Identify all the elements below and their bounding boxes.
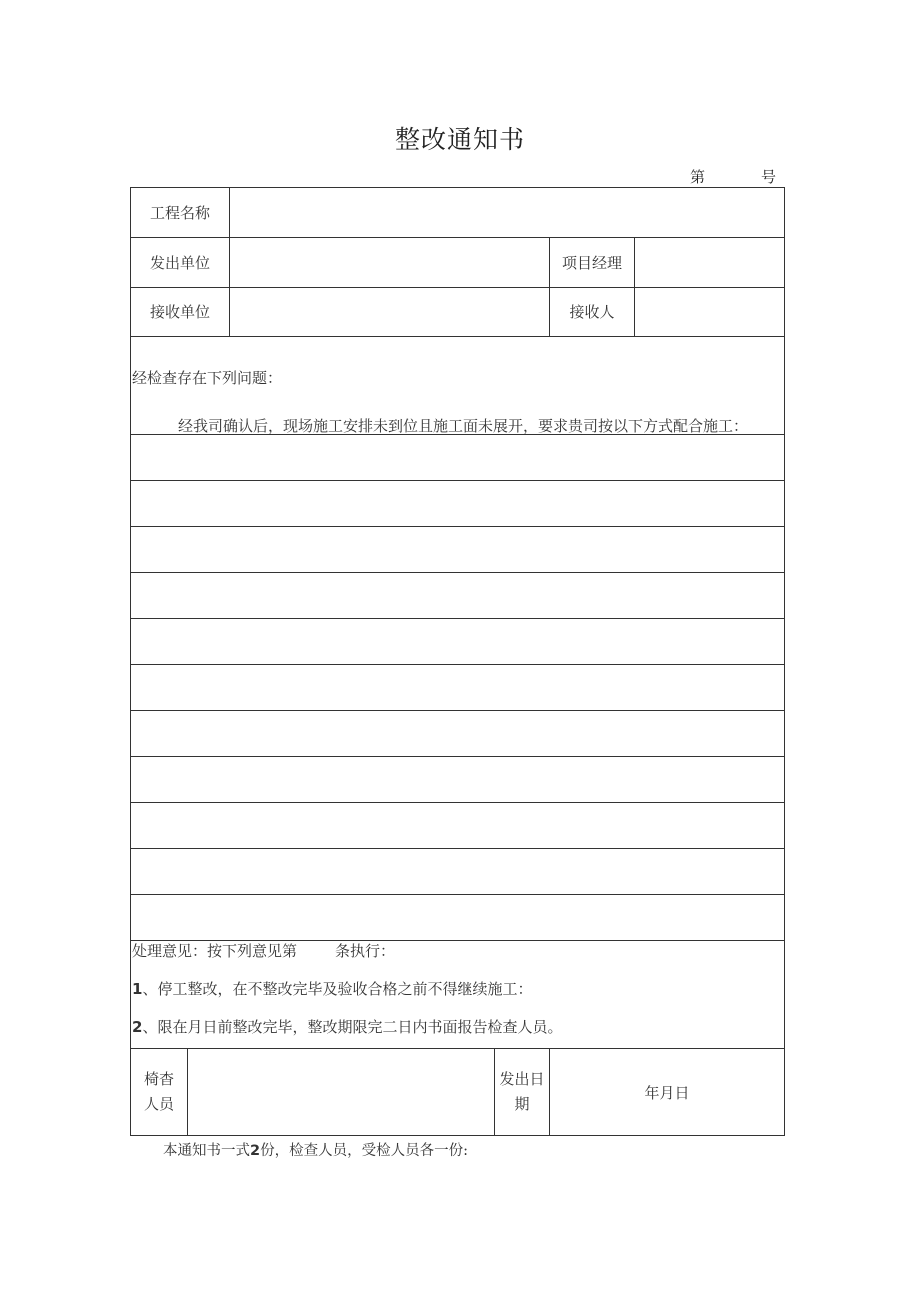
handling-item-2: 2、限在月日前整改完毕，整改期限完二日内书面报告检查人员。 [132, 1018, 563, 1036]
ruled-line [131, 526, 784, 527]
ruled-line [131, 618, 784, 619]
ruled-line [131, 664, 784, 665]
footer-note: 本通知书一式2份，检查人员，受检人员各一份: [163, 1143, 468, 1159]
receiver-field[interactable] [635, 287, 784, 336]
label-receiving-unit: 接收单位 [149, 303, 210, 321]
ruled-line [131, 572, 784, 573]
ruled-line [131, 480, 784, 481]
issuing-unit-field[interactable] [230, 237, 549, 287]
ruled-line [131, 756, 784, 757]
ruled-line [131, 848, 784, 849]
ruled-line [131, 940, 784, 941]
divider [131, 434, 784, 435]
handling-item-1: 1、停工整改，在不整改完毕及验收合格之前不得继续施工： [132, 980, 533, 998]
handling-heading: 处理意见：按下列意见第 条执行： [132, 942, 396, 960]
receiving-unit-field[interactable] [230, 287, 549, 336]
label-issuing-unit: 发出单位 [149, 253, 210, 272]
inspector-field[interactable] [188, 1049, 494, 1135]
doc-number-suffix: 号 [761, 168, 777, 186]
issues-heading: 经检查存在下列问题： [132, 369, 283, 387]
issues-statement: 经我司确认后，现场施工安排未到位且施工面未展开，要求贵司按以下方式配合施工： [178, 417, 749, 435]
label-inspector: 椅杳 人员 [143, 1070, 174, 1113]
divider [549, 237, 550, 336]
project-name-field[interactable] [230, 188, 784, 237]
notice-form [130, 187, 785, 1136]
issue-date-value[interactable]: 年月日 [644, 1083, 690, 1102]
ruled-line [131, 802, 784, 803]
label-issue-date: 发出日 期 [499, 1070, 545, 1113]
divider [131, 336, 784, 337]
ruled-line [131, 894, 784, 895]
label-project-name: 工程名称 [149, 204, 210, 222]
project-manager-field[interactable] [635, 237, 784, 287]
label-receiver: 接收人 [569, 303, 615, 321]
divider [229, 188, 230, 336]
divider [634, 237, 635, 336]
document-title: 整改通知书 [394, 125, 525, 154]
doc-number-prefix: 第 [690, 168, 706, 186]
ruled-line [131, 710, 784, 711]
label-project-manager: 项目经理 [561, 253, 622, 272]
